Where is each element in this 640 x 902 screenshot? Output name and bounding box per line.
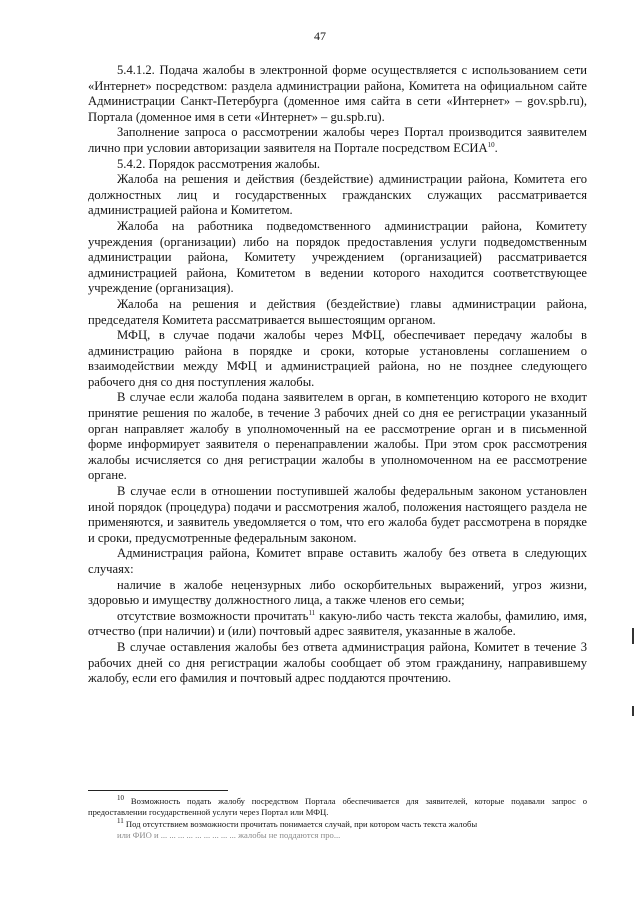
paragraph-mfc: МФЦ, в случае подачи жалобы через МФЦ, обеспечивает передачу жалобы в администрацию района в порядке и сроки, которые установлены соглашением о взаимодействии между МФЦ и администрацией района, но не позднее следующего рабочего дня со дня поступления жалобы. (88, 328, 587, 389)
page-number: 47 (314, 29, 326, 43)
footnote-11-tail: или ФИО и ... ... ... ... ... ... ... ... ... жалобы не поддаются про... (117, 830, 341, 841)
paragraph-text: Заполнение запроса о рассмотрении жалобы через Портал производится заявителем лично при условии авторизации заявителя на Портале посредством ЕСИА (88, 125, 587, 155)
footnote-ref-11[interactable]: 11 (308, 608, 316, 617)
paragraph-end: . (494, 140, 498, 155)
list-item-obscene: наличие в жалобе нецензурных либо оскорбительных выражений, угроз жизни, здоровью и имуществу должностного лица, а также членов его семьи; (88, 577, 587, 608)
paragraph-federal-law: В случае если в отношении поступившей жалобы федеральным законом установлен иной порядок (процедура) подачи и рассмотрения жалоб, положения настоящего раздела не применяются, и заявитель уведомляется о том, что его жалоба будет рассмотрена в порядке и сроки, предусмотренные федеральным законом. (88, 484, 587, 545)
paragraph-complaint-administration: Жалоба на решения и действия (бездействие) администрации района, Комитета его должностных лиц и государственных гражданских служащих рассматривается администрацией района и Комитетом. (88, 172, 587, 218)
scan-edge-mark (632, 706, 634, 716)
footnote-number: 10 (117, 794, 124, 803)
footnote-ref-10[interactable]: 10 (487, 140, 495, 149)
footnote-divider (88, 790, 228, 791)
footnotes (88, 796, 587, 842)
footnote-text: Возможность подать жалобу посредством Портала обеспечивается для заявителей, которые подавали запрос о предоставлении государственной услуги через Портал или МФЦ. (88, 796, 587, 818)
footnote-10 (88, 796, 587, 819)
scan-edge-mark (632, 628, 634, 644)
list-item-unreadable (88, 609, 587, 640)
document-body (88, 63, 587, 687)
paragraph-text-cont: какую-либо часть текста жалобы, фамилию, имя, отчество (при наличии) и (или) почтовый адрес заявителя, указанные в жалобе. (88, 608, 588, 639)
paragraph-notification: В случае оставления жалобы без ответа администрация района, Комитет в течение 3 рабочих дней со дня регистрации жалобы сообщает об этом гражданину, направившему жалобу, если его фамилия и почтовый адрес поддаются прочтению. (88, 639, 587, 686)
paragraph-5-4-1-2: 5.4.1.2. Подача жалобы в электронной форме осуществляется с использованием сети «Интернет» посредством: раздела администрации района, Комитета на официальном сайте Администрации Санкт-Петербурга (доменное имя сайта в сети «Интернет» – gov.spb.ru), Портала (доменное имя в сети «Интернет» – gu.spb.ru). (88, 63, 587, 124)
footnote-11 (88, 816, 587, 830)
paragraph-text: отсутствие возможности прочитать (117, 608, 309, 623)
paragraph-portal-request (88, 125, 587, 156)
paragraph-no-answer-cases: Администрация района, Комитет вправе оставить жалобу без ответа в следующих случаях: (88, 546, 587, 576)
paragraph-redirect: В случае если жалоба подана заявителем в орган, в компетенцию которого не входит принятие решения по жалобе, в течение 3 рабочих дней со дня ее регистрации указанный орган направляет жалобу в уполномоченный на ее рассмотрение орган и в письменной форме информирует заявителя о перенаправлении жалобы. При этом срок рассмотрения жалобы исчисляется со дня регистрации жалобы в уполномоченном на ее рассмотрение органе. (88, 390, 587, 483)
footnote-text: Под отсутствием возможности прочитать понимается случай, при котором часть текста жалобы (123, 818, 478, 829)
footnote-number: 11 (117, 816, 124, 825)
paragraph-complaint-subordinate: Жалоба на работника подведомственного администрации района, Комитету учреждения (организации) либо на порядок предоставления услуги подведомственным администрации района, Комитету учреждением (организацией) рассматривается администрацией района, Комитетом в ведении которого находится соответствующее учреждение (организация). (88, 218, 587, 296)
paragraph-complaint-head: Жалоба на решения и действия (бездействие) главы администрации района, председателя Комитета рассматривается вышестоящим органом. (88, 296, 587, 327)
section-heading-5-4-2: 5.4.2. Порядок рассмотрения жалобы. (117, 156, 321, 171)
